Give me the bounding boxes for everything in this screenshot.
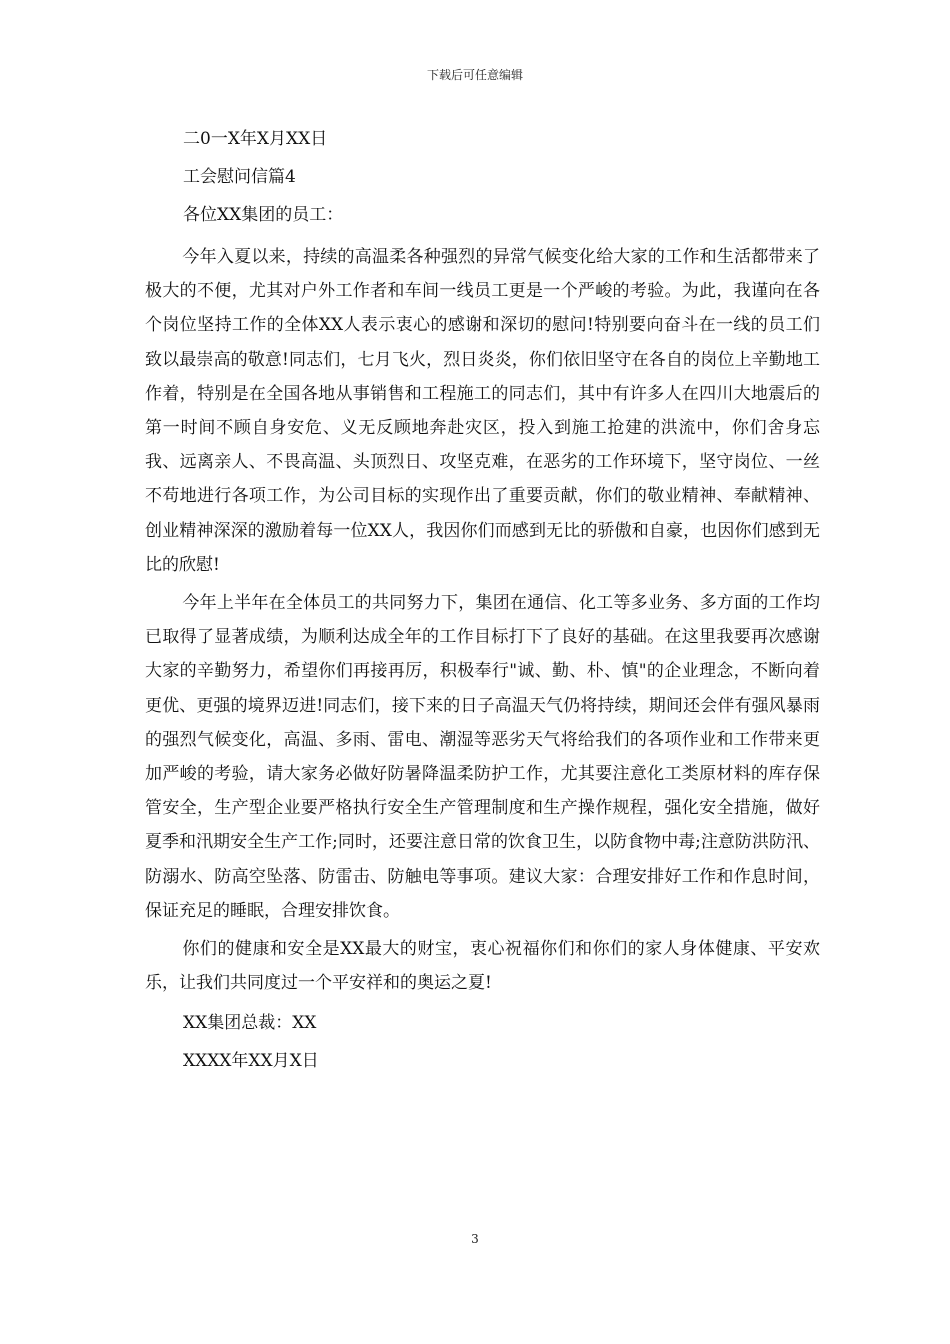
letter-body — [145, 120, 820, 1080]
paragraph-1: 今年入夏以来，持续的高温柔各种强烈的异常气候变化给大家的工作和生活都带来了极大的不便，尤其对户外工作者和车间一线员工更是一个严峻的考验。为此，我谨向在各个岗位坚持工作的全体XX人表示衷心的感谢和深切的慰问!特别要向奋斗在一线的员工们致以最崇高的敬意!同志们，七月飞火，烈日炎炎，你们依旧坚守在各自的岗位上辛勤地工作着，特别是在全国各地从事销售和工程施工的同志们，其中有许多人在四川大地震后的第一时间不顾自身安危、义无反顾地奔赴灾区，投入到施工抢建的洪流中，你们舍身忘我、远离亲人、不畏高温、头顶烈日、攻坚克难，在恶劣的工作环境下，坚守岗位、一丝不苟地进行各项工作，为公司目标的实现作出了重要贡献，你们的敬业精神、奉献精神、创业精神深深的激励着每一位XX人，我因你们而感到无比的骄傲和自豪，也因你们感到无比的欣慰! — [145, 247, 820, 575]
letter-salutation: 各位XX集团的员工： — [183, 205, 344, 225]
paragraph-2: 今年上半年在全体员工的共同努力下，集团在通信、化工等多业务、多方面的工作均已取得了显著成绩，为顺利达成全年的工作目标打下了良好的基础。在这里我要再次感谢大家的辛勤努力，希望你们再接再厉，积极奉行"诚、勤、朴、慎"的企业理念，不断向着更优、更强的境界迈进!同志们，接下来的日子高温天气仍将持续，期间还会伴有强风暴雨的强烈气候变化，高温、多雨、雷电、潮湿等恶劣天气将给我们的各项作业和工作带来更加严峻的考验，请大家务必做好防暑降温柔防护工作，尤其要注意化工类原材料的库存保管安全，生产型企业要严格执行安全生产管理制度和生产操作规程，强化安全措施，做好夏季和汛期安全生产工作;同时，还要注意日常的饮食卫生，以防食物中毒;注意防洪防汛、防溺水、防高空坠落、防雷击、防触电等事项。建议大家：合理安排好工作和作息时间，保证充足的睡眠，合理安排饮食。 — [145, 593, 820, 921]
paragraph-3: 你们的健康和安全是XX最大的财宝，衷心祝福你们和你们的家人身体健康、平安欢乐，让我们共同度过一个平安祥和的奥运之夏! — [145, 939, 820, 994]
page-number: 3 — [471, 1232, 479, 1246]
letter-date-top: 二0一X年X月XX日 — [183, 129, 328, 149]
signature-line: XX集团总裁：XX — [183, 1013, 317, 1034]
page-header: 下载后可任意编辑 — [426, 68, 523, 82]
letter-title: 工会慰问信篇4 — [183, 167, 296, 187]
closing-date: XXXX年XX月X日 — [183, 1051, 319, 1072]
